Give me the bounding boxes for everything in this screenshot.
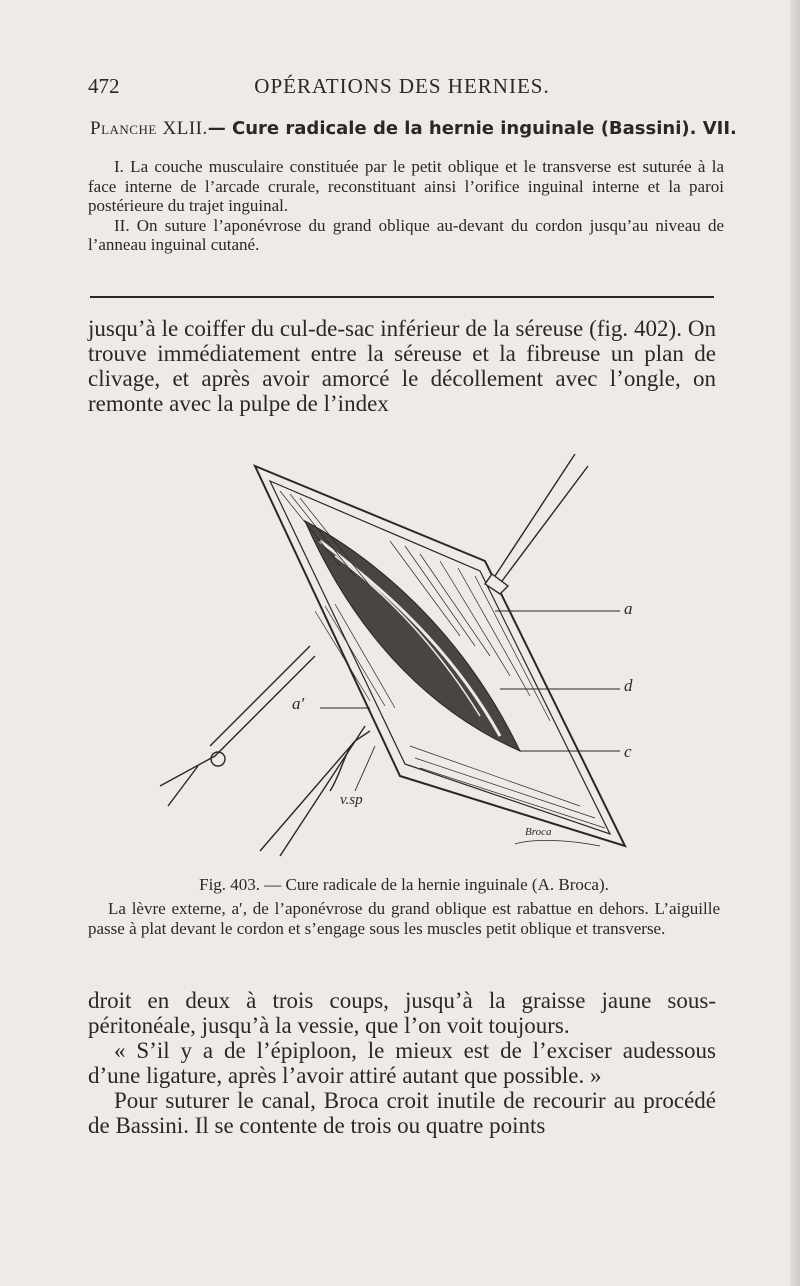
paragraph-before-figure <box>88 316 716 416</box>
paragraph-text: Pour suturer le canal, Broca croit inutile de recourir au procédé de Bassini. Il se contente de trois ou quatre points <box>88 1088 716 1138</box>
page-number: 472 <box>88 74 120 98</box>
paragraphs-after-figure <box>88 988 716 1138</box>
illustration-drawing <box>140 446 680 871</box>
page-edge <box>790 0 800 1286</box>
artist-signature: Broca <box>525 826 552 838</box>
plate-legend <box>88 157 724 255</box>
label-a: a <box>624 599 633 618</box>
surgical-illustration <box>140 446 680 871</box>
separator-rule <box>90 296 714 298</box>
page-header <box>88 70 716 100</box>
running-title: OPÉRATIONS DES HERNIES. <box>254 74 550 98</box>
forceps-upper <box>485 454 588 594</box>
label-d: d <box>624 676 633 695</box>
legend-item-1: I. La couche musculaire constituée par le petit oblique et le transverse est suturée à la face interne de l’arcade crurale, reconstituant ainsi l’orifice inguinal interne et la paroi postérieure du trajet inguinal. <box>88 157 724 215</box>
label-a-prime: a′ <box>292 694 305 713</box>
plate-title <box>90 118 737 140</box>
signature-flourish <box>515 840 600 846</box>
plate-number: XLII. <box>162 118 208 139</box>
needle <box>260 726 370 856</box>
label-c: c <box>624 742 632 761</box>
caption-title: Fig. 403. — Cure radicale de la hernie inguinale (A. Broca). <box>199 875 609 894</box>
paragraph-text: droit en deux à trois coups, jusqu’à la graisse jaune sous-péritonéale, jusqu’à la vessie, que l’on voit toujours. <box>88 988 716 1038</box>
plate-label: Planche <box>90 118 157 139</box>
plate-heading: — Cure radicale de la hernie inguinale (Bassini). VII. <box>207 118 737 139</box>
paragraph-quote: « S’il y a de l’épiploon, le mieux est de l’exciser audessous d’une ligature, après l’avoir attiré autant que possible. » <box>88 1038 716 1088</box>
paragraph-text: jusqu’à le coiffer du cul-de-sac inférieur de la séreuse (fig. 402). On trouve immédiatement entre la séreuse et la fibreuse un plan de clivage, et après avoir amorcé le décollement avec l’ongle, on remonte avec la pulpe de l’index <box>88 316 716 416</box>
forceps-lower <box>160 646 315 806</box>
caption-body: La lèvre externe, a′, de l’aponévrose du grand oblique est rabattue en dehors. L’aiguille passe à plat devant le cordon et s’engage sous les muscles petit oblique et transverse. <box>88 899 720 938</box>
label-vsp: v.sp <box>340 792 363 808</box>
figure-caption <box>88 875 720 939</box>
legend-item-2: II. On suture l’aponévrose du grand oblique au-devant du cordon jusqu’au niveau de l’anneau inguinal cutané. <box>88 215 724 254</box>
